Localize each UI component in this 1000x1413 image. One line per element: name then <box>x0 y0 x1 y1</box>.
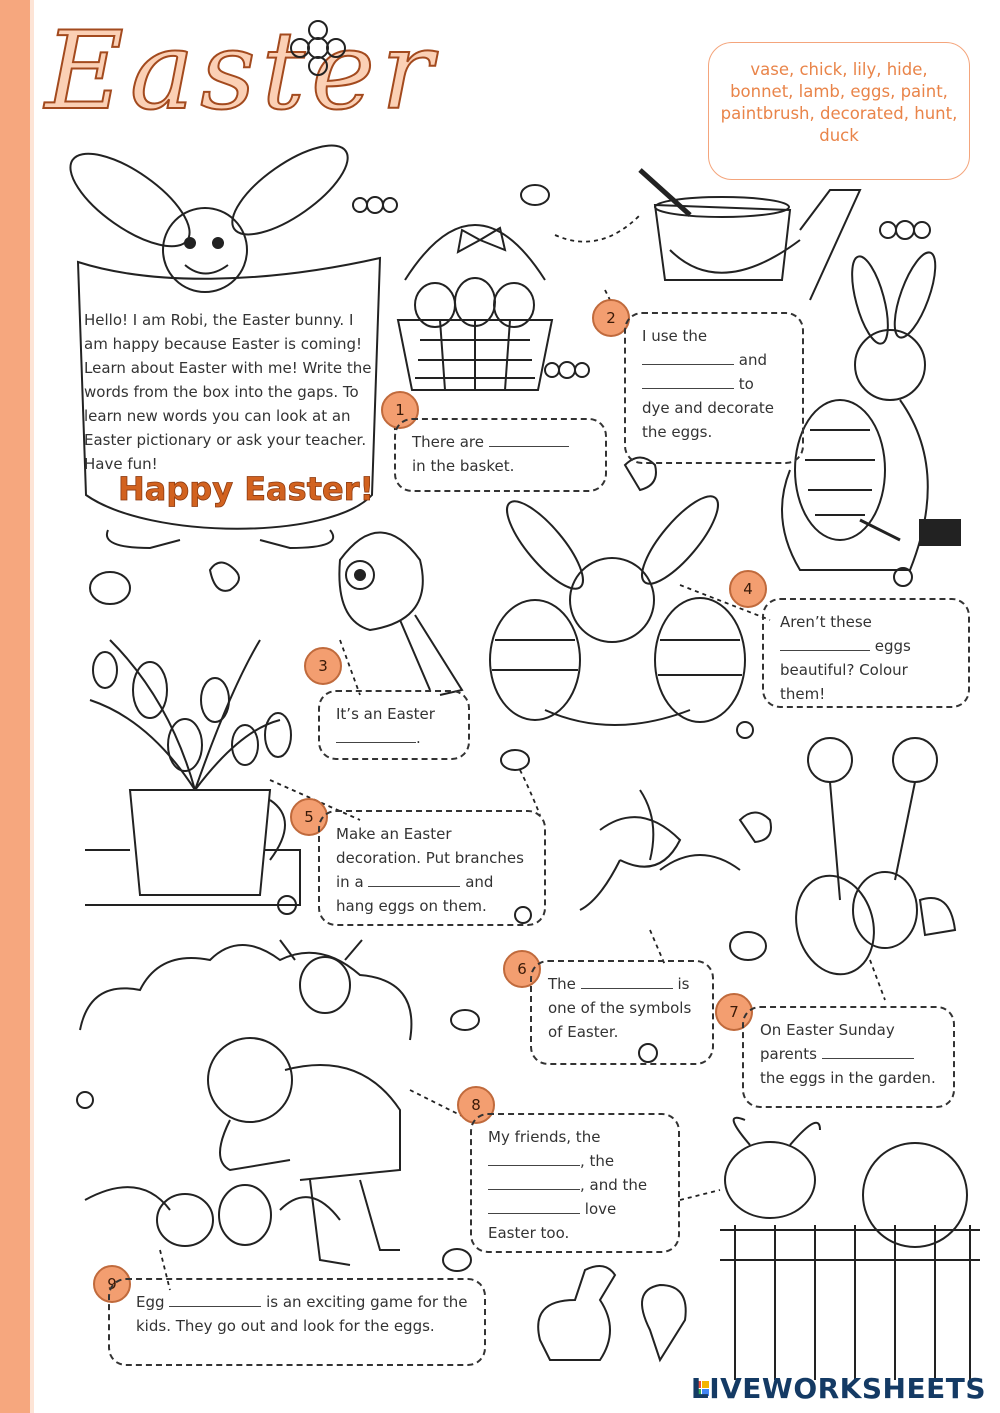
exercise-8-answer-field-b[interactable] <box>488 1173 580 1190</box>
exercise-bubble-1 <box>394 418 607 492</box>
exercise-9-text-after: is an exciting game for the kids. They go out and look for the eggs. <box>136 1293 468 1335</box>
exercise-2-answer-field-b[interactable] <box>642 372 734 389</box>
exercise-bubble-5 <box>318 810 546 926</box>
page-title: Easter <box>45 9 439 134</box>
exercise-number-9: 9 <box>93 1265 131 1303</box>
exercise-8-answer-field-c[interactable] <box>488 1197 580 1214</box>
exercise-9-answer-field[interactable] <box>169 1290 261 1307</box>
exercise-8-answer-field-a[interactable] <box>488 1149 580 1166</box>
exercise-7-text-before: On Easter Sunday parents <box>760 1021 895 1063</box>
daffodils-illustration <box>785 738 955 983</box>
bunny-eggs-illustration <box>490 486 745 725</box>
exercise-number-3: 3 <box>304 647 342 685</box>
exercise-7-text-after: the eggs in the garden. <box>760 1069 936 1087</box>
lily-illustration <box>580 790 740 910</box>
exercise-3-text-before: It’s an Easter <box>336 705 435 723</box>
exercise-bubble-3 <box>318 690 470 760</box>
exercise-9-text-before: Egg <box>136 1293 165 1311</box>
egg-tree-illustration <box>85 640 300 905</box>
exercise-7-answer-field[interactable] <box>822 1042 914 1059</box>
exercise-bubble-4 <box>762 598 970 708</box>
exercise-4-answer-field[interactable] <box>780 634 870 651</box>
exercise-number-5: 5 <box>290 798 328 836</box>
exercise-5-text-before: Make an Easter decoration. Put branches in a <box>336 825 524 891</box>
exercise-bubble-7 <box>742 1006 955 1108</box>
exercise-number-6: 6 <box>503 950 541 988</box>
exercise-6-answer-field[interactable] <box>581 972 673 989</box>
exercise-3-answer-field[interactable] <box>336 726 416 743</box>
exercise-4-text-after: eggs beautiful? Colour them! <box>780 637 911 703</box>
exercise-number-2: 2 <box>592 299 630 337</box>
exercise-number-1: 1 <box>381 391 419 429</box>
exercise-2-text-after: to dye and decorate the eggs. <box>642 375 775 441</box>
exercise-bubble-9 <box>108 1278 486 1366</box>
exercise-number-7: 7 <box>715 993 753 1031</box>
exercise-4-text-before: Aren’t these <box>780 613 872 631</box>
exercise-8-text-mid1: , the <box>580 1152 615 1170</box>
exercise-6-text-before: The <box>548 975 576 993</box>
intro-text: Hello! I am Robi, the Easter bunny. I am happy because Easter is coming! Learn about Easter with me! Write the words from the box into the gaps. To learn new words you can look at an Easter pictionary or ask your teacher. Have fun! <box>84 311 372 473</box>
exercise-number-4: 4 <box>729 570 767 608</box>
painting-bunny-illustration <box>782 248 960 570</box>
paint-bucket-illustration <box>640 170 860 300</box>
word-box: vase, chick, lily, hide, bonnet, lamb, eggs, paint, paintbrush, decorated, hunt, duck <box>708 42 970 180</box>
exercise-5-text-after: and hang eggs on them. <box>336 873 494 915</box>
exercise-5-answer-field[interactable] <box>368 870 460 887</box>
exercise-6-text-after: is one of the symbols of Easter. <box>548 975 692 1041</box>
bonnet-illustration <box>339 533 462 696</box>
egg-hunt-illustration <box>80 940 411 1265</box>
exercise-bubble-2 <box>624 312 804 464</box>
happy-easter-heading: Happy Easter! <box>118 470 375 508</box>
basket-illustration <box>398 225 552 390</box>
exercise-3-text-after: . <box>416 729 421 747</box>
exercise-1-answer-field[interactable] <box>489 430 569 447</box>
exercise-2-text-mid: and <box>738 351 768 369</box>
exercise-2-text-before: I use the <box>642 327 708 345</box>
exercise-number-8: 8 <box>457 1086 495 1124</box>
exercise-8-text-after: love Easter too. <box>488 1200 617 1242</box>
exercise-2-answer-field-a[interactable] <box>642 348 734 365</box>
exercise-8-text-before: My friends, the <box>488 1128 601 1146</box>
exercise-8-text-mid2: , and the <box>580 1176 648 1194</box>
exercise-bubble-6 <box>530 960 714 1065</box>
exercise-1-text-after: in the basket. <box>412 457 515 475</box>
liveworksheets-footer[interactable]: LIVEWORKSHEETS <box>690 1372 986 1405</box>
exercise-bubble-8 <box>470 1113 680 1253</box>
exercise-1-text-before: There are <box>412 433 484 451</box>
